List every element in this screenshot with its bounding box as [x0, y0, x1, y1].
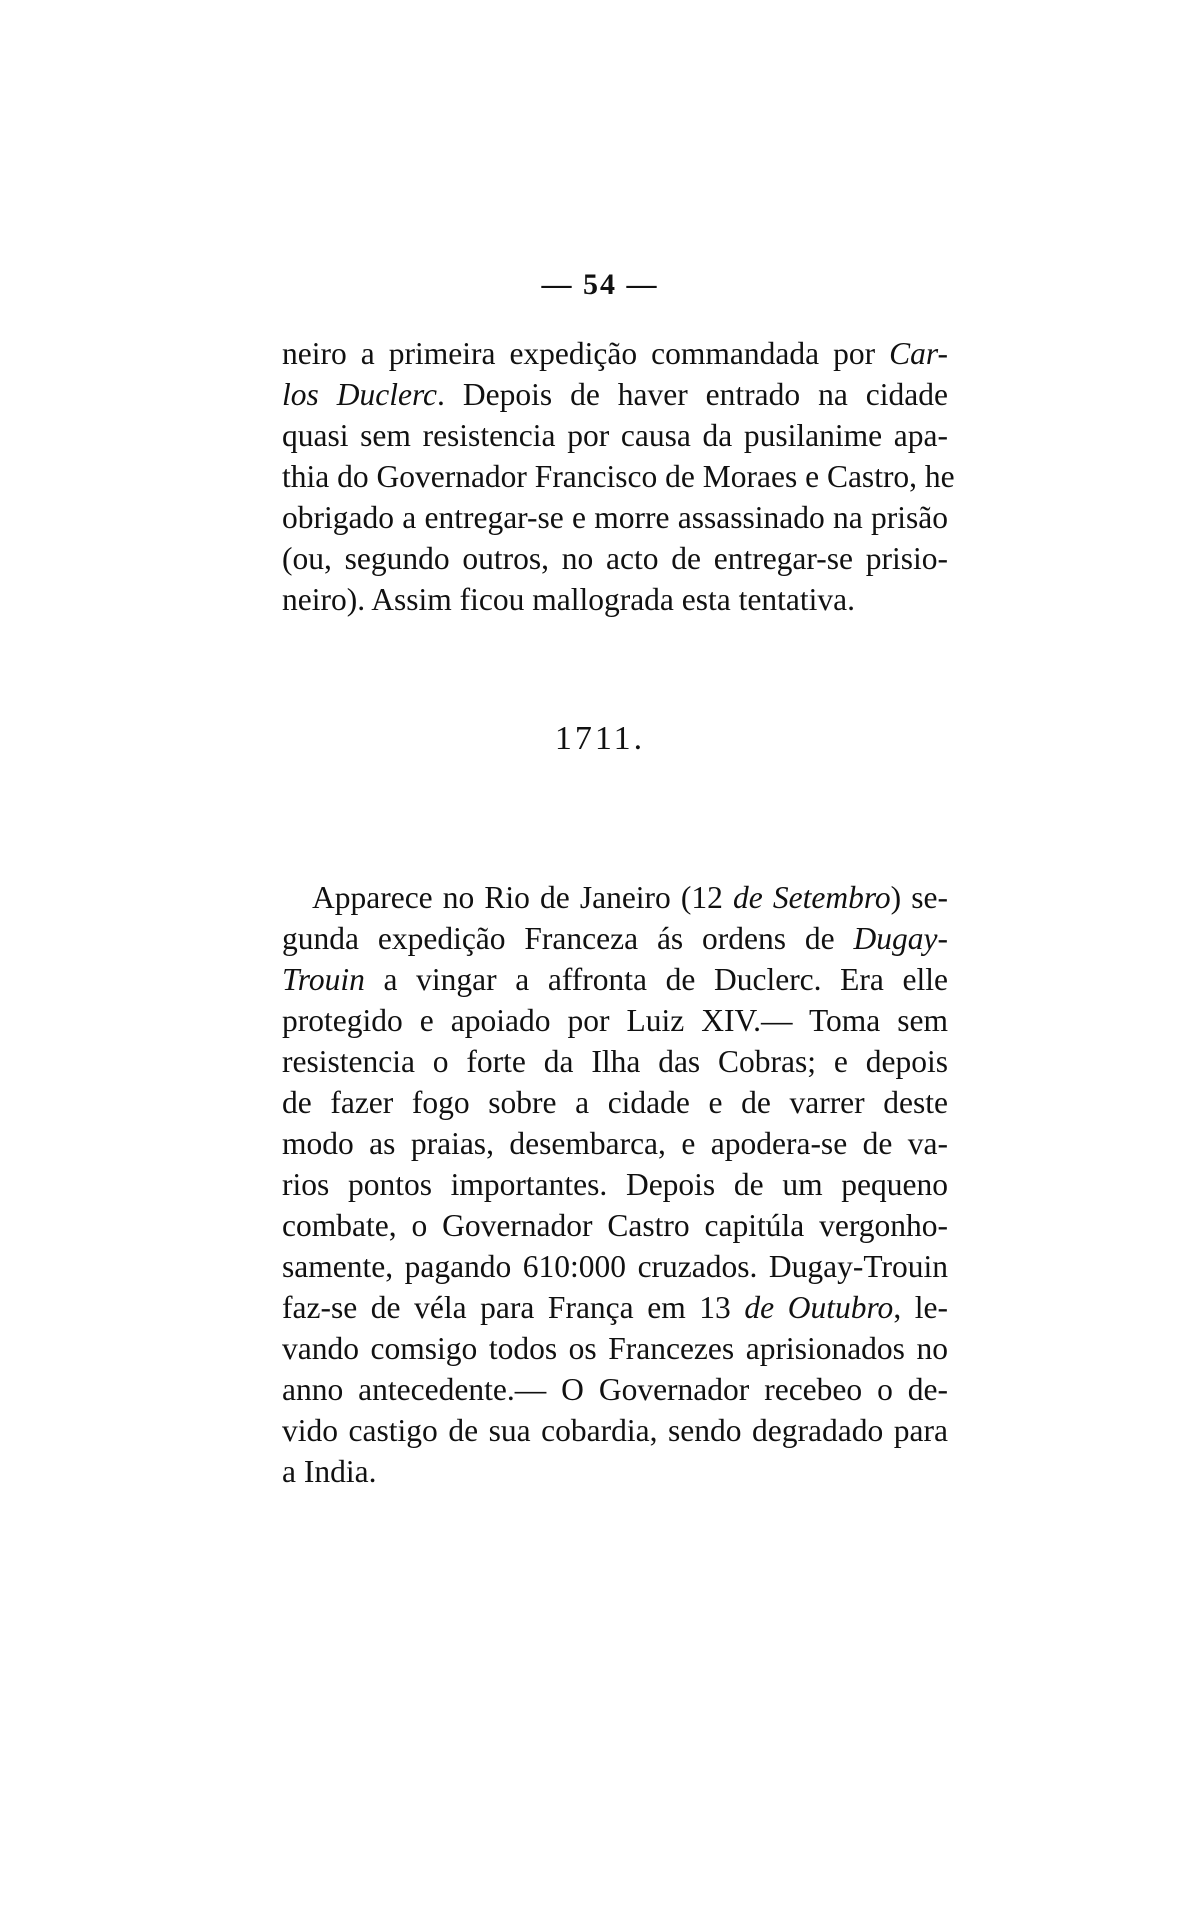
text-run: vido castigo de sua cobardia, sendo degradado para [282, 1413, 948, 1448]
text-run: gunda expedição Franceza ás ordens de [282, 921, 854, 956]
text-run: quasi sem resistencia por causa da pusilanime apa- [282, 418, 948, 453]
text-run: resistencia o forte da Ilha das Cobras; e depois [282, 1044, 948, 1079]
text-run: neiro a primeira expedição commandada por [282, 336, 890, 371]
text-run: ) se- [890, 880, 948, 915]
text-run: faz-se de véla para França em 13 [282, 1290, 745, 1325]
text-line [282, 918, 948, 959]
text-run: obrigado a entregar-se e morre assassinado na prisão [282, 500, 948, 535]
text-line [282, 374, 948, 415]
italic-run: de Setembro [733, 880, 891, 915]
text-run: anno antecedente.— O Governador recebeo o de- [282, 1372, 948, 1407]
text-line [282, 1164, 948, 1205]
text-run: thia do Governador Francisco de Moraes e Castro, he [282, 459, 955, 494]
paragraph-1 [282, 333, 955, 620]
text-line [282, 959, 948, 1000]
text-line [282, 1369, 948, 1410]
text-run: a India. [282, 1454, 377, 1489]
text-run: (ou, segundo outros, no acto de entregar-se prisio- [282, 541, 948, 576]
text-line [282, 1205, 948, 1246]
text-line [282, 497, 948, 538]
text-line [282, 579, 948, 620]
text-run: a vingar a affronta de Duclerc. Era elle [364, 962, 948, 997]
text-run: de fazer fogo sobre a cidade e de varrer deste [282, 1085, 948, 1120]
text-line [282, 1000, 948, 1041]
year-heading: 1711. [554, 720, 646, 757]
italic-run: los Duclerc [282, 377, 438, 412]
text-line [282, 1123, 948, 1164]
text-run: , le- [893, 1290, 948, 1325]
italic-run: Car- [889, 336, 948, 371]
text-run: rios pontos importantes. Depois de um pequeno [282, 1167, 948, 1202]
text-run: neiro). Assim ficou mallograda esta tentativa. [282, 582, 855, 617]
text-line [282, 1082, 948, 1123]
text-run: modo as praias, desembarca, e apodera-se de va- [282, 1126, 948, 1161]
text-line [282, 538, 948, 579]
text-line [282, 415, 948, 456]
text-run: . Depois de haver entrado na cidade [437, 377, 948, 412]
text-run: protegido e apoiado por Luiz XIV.— Toma sem [282, 1003, 948, 1038]
italic-run: Dugay- [853, 921, 948, 956]
text-line [282, 333, 948, 374]
text-line [282, 1410, 948, 1451]
text-line [282, 1041, 948, 1082]
italic-run: de Outubro [744, 1290, 894, 1325]
page-number: — 54 — [541, 268, 659, 301]
text-line [282, 456, 955, 497]
text-run: combate, o Governador Castro capitúla vergonho- [282, 1208, 948, 1243]
text-run: samente, pagando 610:000 cruzados. Dugay-Trouin [282, 1249, 948, 1284]
text-run: Apparece no Rio de Janeiro (12 [312, 880, 734, 915]
text-line [282, 1287, 948, 1328]
italic-run: Trouin [282, 962, 365, 997]
text-line [282, 1246, 948, 1287]
text-line [282, 1328, 948, 1369]
text-line [282, 877, 948, 918]
text-line [282, 1451, 948, 1492]
text-run: vando comsigo todos os Francezes aprisionados no [282, 1331, 948, 1366]
paragraph-2 [282, 877, 948, 1492]
